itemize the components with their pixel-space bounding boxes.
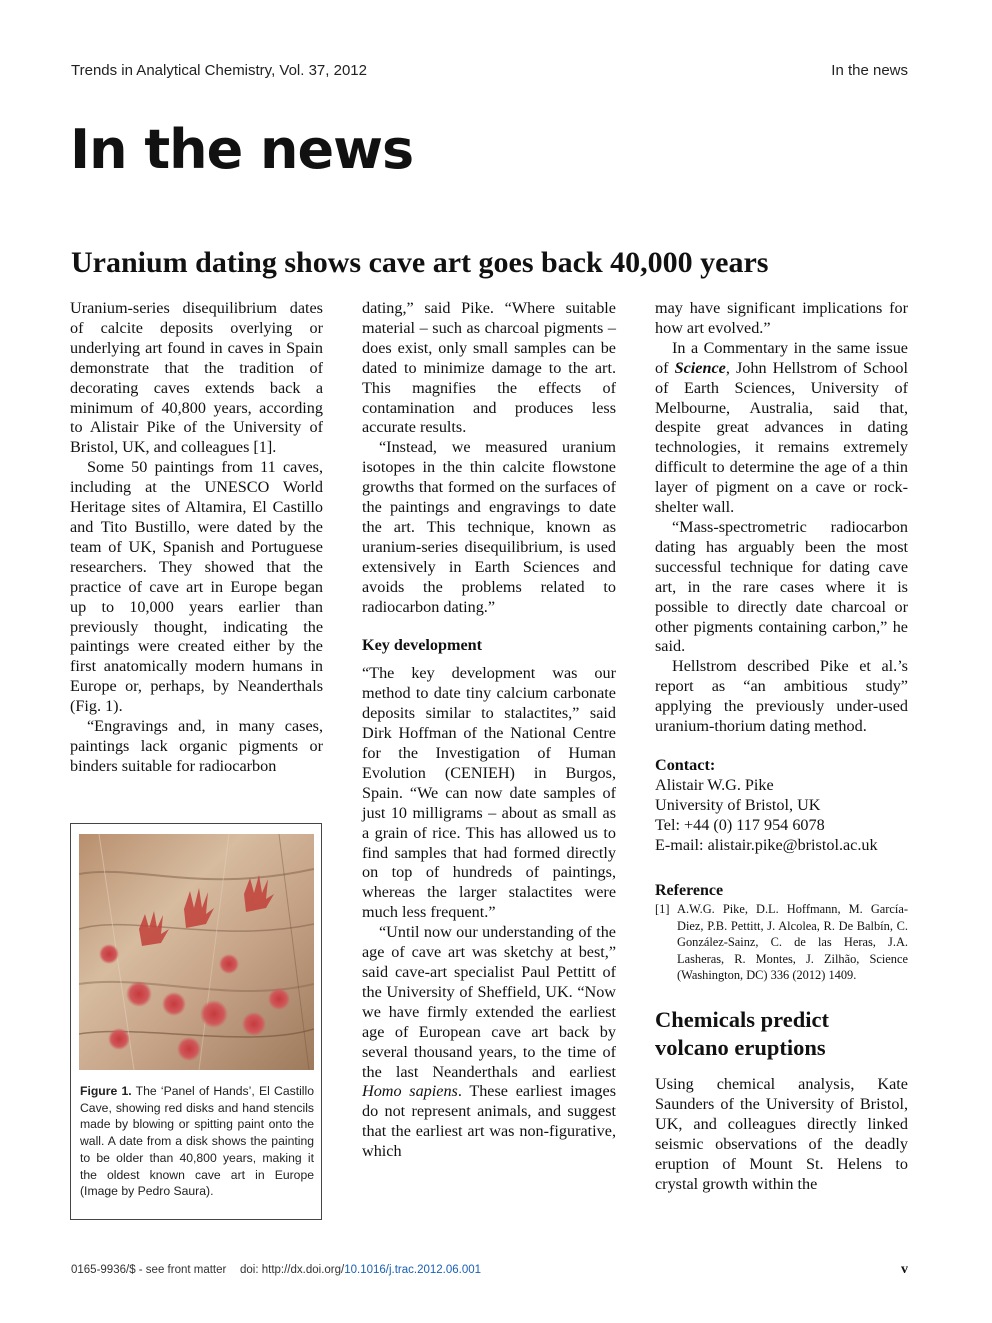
- paragraph: “Mass-spectrometric radiocarbon dating has arguably been the most successful technique for dating cave art, in the rare cases where it is possible to directly date charcoal or other pigments containing carbon,” he said.: [655, 517, 908, 656]
- paragraph: In a Commentary in the same issue of Science, John Hellstrom of School of Earth Sciences, University of Melbourne, Australia, said that, despite great advances in dating technologies, it remains extremely difficult to determine the age of a thin layer of pigment on a cave or rock-shelter wall.: [655, 338, 908, 517]
- subheading-key-development: Key development: [362, 635, 483, 654]
- section-title: In the news: [70, 118, 414, 181]
- contact-name: Alistair W.G. Pike: [655, 775, 774, 794]
- paragraph: may have significant implications for how art evolved.”: [655, 299, 908, 337]
- footer-doi: doi: http://dx.doi.org/10.1016/j.trac.2012.06.001: [240, 1264, 482, 1276]
- figure-label: Figure 1.: [80, 1084, 132, 1098]
- running-head-section: In the news: [831, 62, 908, 79]
- reference-heading: Reference: [655, 882, 724, 900]
- paragraph: Using chemical analysis, Kate Saunders of the University of Bristol, UK, and colleagues directly linked seismic observations of the deadly eruption of Mount St. Helens to crystal growth within the: [655, 1075, 908, 1193]
- article-column-2: [362, 299, 616, 1162]
- figure-caption-text: The ‘Panel of Hands’, El Castillo Cave, showing red disks and hand stencils made by blowing or spitting paint onto the wall. A date from a disk shows the painting to be older than 40,800 years, making it the oldest known cave art in Europe (Image by Pedro Saura).: [80, 1084, 314, 1199]
- paragraph: “The key development was our method to date tiny calcium carbonate deposits similar to stalactites,” said Dirk Hoffman of the National Centre for the Investigation of Human Evolution (CENIEH) in Burgos, Spain. “We can now date samples of just 10 milligrams – about as small as a grain of rice. This has allowed us to find samples that had formed directly on top of hundreds of paintings, whereas the larger stalactites were much less frequent.”: [362, 664, 616, 922]
- article-title: Uranium dating shows cave art goes back 40,000 years: [71, 246, 769, 279]
- running-head-journal: Trends in Analytical Chemistry, Vol. 37, 2012: [71, 62, 367, 79]
- contact-email[interactable]: E-mail: alistair.pike@bristol.ac.uk: [655, 835, 878, 854]
- article-column-3: [655, 299, 908, 1195]
- paragraph: Hellstrom described Pike et al.’s report as “an ambitious study” applying the previously under-used uranium-thorium dating method.: [655, 657, 908, 736]
- footer-issn: 0165-9936/$ - see front matter: [71, 1264, 227, 1276]
- paragraph: Some 50 paintings from 11 caves, including at the UNESCO World Heritage sites of Altamira, El Castillo and Tito Bustillo, were dated by the team of UK, Spanish and Portuguese researchers. They showed that the practice of cave art in Europe began up to 10,000 years earlier than previously thought, indicating the paintings were created either by the first anatomically modern humans in Europe or, perhaps, by Neanderthals (Fig. 1).: [70, 458, 323, 716]
- paragraph: Uranium-series disequilibrium dates of calcite deposits overlying or underlying art found in caves in Spain demonstrate that the tradition of decorating caves extends back a minimum of 40,800 years, according to Alistair Pike of the University of Bristol, UK, and colleagues [1].: [70, 299, 323, 457]
- figure-caption: [80, 1083, 314, 1200]
- contact-affiliation: University of Bristol, UK: [655, 795, 821, 814]
- journal-name-science: Science: [674, 358, 726, 377]
- figure-1: [70, 823, 322, 1220]
- second-article-title: Chemicals predict volcano eruptions: [655, 1007, 829, 1060]
- reference-item: [1] A.W.G. Pike, D.L. Hoffmann, M. García-Diez, P.B. Pettitt, J. Alcolea, R. De Balbín, C. González-Sainz, C. de las Heras, J.A. Lasheras, R. Montes, J. Zilhão, Science (Washington, DC) 336 (2012) 1409.: [655, 902, 908, 982]
- page-number: v: [901, 1262, 908, 1277]
- article-column-1: [70, 299, 323, 777]
- contact-label: Contact:: [655, 755, 716, 774]
- paragraph: “Until now our understanding of the age of cave art was sketchy at best,” said cave-art specialist Paul Pettitt of the University of Sheffield, UK. “Now we have firmly extended the earliest age of European cave art back by several thousand years, to the time of the last Neanderthals and earliest Homo sapiens. These earliest images do not represent animals, and suggest that the earliest art was non-figurative, which: [362, 923, 616, 1161]
- doi-link[interactable]: 10.1016/j.trac.2012.06.001: [344, 1264, 482, 1276]
- paragraph: “Engravings and, in many cases, paintings lack organic pigments or binders suitable for radiocarbon: [70, 717, 323, 775]
- cave-painting-image: [79, 834, 314, 1070]
- contact-block: [655, 756, 908, 856]
- paragraph: “Instead, we measured uranium isotopes in the thin calcite flowstone growths that formed on the surfaces of the paintings and engravings to date the art. This technique, known as uranium-series disequilibrium, is used extensively in Earth Sciences and avoids the problems related to radiocarbon dating.”: [362, 438, 616, 616]
- paragraph: dating,” said Pike. “Where suitable material – such as charcoal pigments – does exist, only small samples can be dated to minimize damage to the art. This magnifies the effects of contamination and produces less accurate results.: [362, 299, 616, 437]
- contact-tel: Tel: +44 (0) 117 954 6078: [655, 815, 825, 834]
